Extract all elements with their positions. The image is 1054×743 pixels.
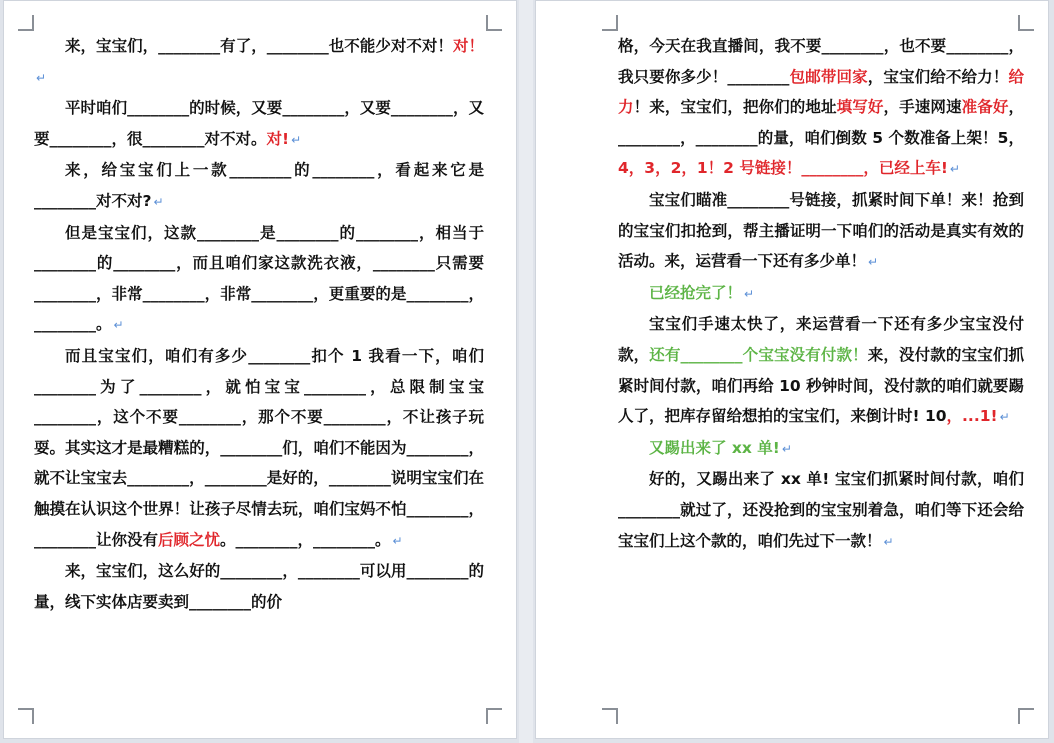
return-arrow-icon: ↵ bbox=[868, 255, 879, 270]
return-arrow-icon: ↵ bbox=[949, 162, 960, 177]
text-run: ，手速网速 bbox=[883, 98, 962, 117]
paragraph bbox=[34, 93, 484, 155]
text-run: 宝宝们瞄准________号链接，抓紧时间下单！来！抢到的宝宝们扣抢到，帮主播证明一下咱们的活动是真实有效的活动。来，运营看一下还有多少单！ bbox=[618, 190, 1024, 271]
crop-mark-top-right bbox=[486, 15, 502, 31]
paragraph bbox=[34, 218, 484, 341]
text-run: 来，没付款的宝宝们抓紧时间付款，咱们再给 10 秒钟时间，没付款的咱们就要踢人了，把库存留给想拍的宝宝们，来倒计时! 10 bbox=[618, 345, 1024, 426]
crop-mark-bottom-right bbox=[486, 708, 502, 724]
crop-mark-bottom-left bbox=[18, 708, 34, 724]
return-arrow-icon: ↵ bbox=[291, 132, 302, 147]
crop-mark-top-left bbox=[602, 15, 618, 31]
text-run: 准备好 bbox=[961, 98, 1009, 117]
paragraph bbox=[618, 278, 1024, 310]
paragraph bbox=[618, 309, 1024, 432]
document-page-left bbox=[3, 0, 517, 739]
return-arrow-icon: ↵ bbox=[113, 318, 124, 333]
crop-mark-bottom-left bbox=[602, 708, 618, 724]
text-run: 4，3，2，1！2 号链接！________，已经上车! bbox=[618, 159, 948, 178]
text-run: 来，宝宝们，________有了，________也不能少对不对！ bbox=[65, 37, 453, 55]
paragraph bbox=[34, 31, 484, 93]
crop-mark-top-right bbox=[1018, 15, 1034, 31]
text-run: 而且宝宝们，咱们有多少________扣个 1 我看一下，咱们________为了________，就怕宝宝________，总限制宝宝________，这个不要________，那个不要________，不让孩子玩耍。其实这才是最糟糕的，________们，咱们不能因为________，就不让宝宝去________，________是好的，________说明宝宝们在触摸在认识这个世界！让孩子尽情去玩，咱们宝妈不怕________，________让你没有 bbox=[34, 346, 484, 549]
paragraph bbox=[618, 31, 1024, 185]
text-run: 平时咱们________的时候，又要________，又要________，又要________，很________对不对。 bbox=[34, 99, 484, 148]
crop-mark-top-left bbox=[18, 15, 34, 31]
text-run: 填写好 bbox=[836, 98, 884, 117]
paragraph bbox=[618, 433, 1024, 465]
text-run: 格，今天在我直播间，我不要________，也不要________，我只要你多少！________ bbox=[618, 37, 1024, 86]
text-run: 好的，又踢出来了 xx 单! 宝宝们抓紧时间付款，咱们________就过了，还没抢到的宝宝别着急，咱们等下还会给宝宝们上这个款的，咱们先过下一款！ bbox=[618, 470, 1024, 550]
text-run: ，________，________的量，咱们倒数 5 个数准备上架！5， bbox=[618, 98, 1024, 147]
return-arrow-icon: ↵ bbox=[392, 533, 403, 548]
text-run: ，宝宝们给不给力！ bbox=[867, 67, 1009, 86]
paragraph bbox=[34, 155, 484, 217]
crop-mark-bottom-right bbox=[1018, 708, 1034, 724]
text-run: 包邮带回家 bbox=[789, 67, 868, 86]
text-run: 已经抢完了！ bbox=[649, 283, 743, 302]
text-run: 还有________个宝宝没有付款！ bbox=[649, 345, 868, 364]
text-run: 又踢出来了 xx 单! bbox=[649, 438, 780, 457]
text-run: ！来，宝宝们，把你们的地址 bbox=[633, 98, 837, 117]
return-arrow-icon: ↵ bbox=[744, 286, 755, 301]
return-arrow-icon: ↵ bbox=[883, 534, 894, 549]
paragraph bbox=[34, 341, 484, 556]
paragraph bbox=[618, 185, 1024, 278]
text-run: 来，给宝宝们上一款________的________，看起来它是________对不对? bbox=[34, 161, 484, 210]
paragraph bbox=[34, 556, 484, 617]
return-arrow-icon: ↵ bbox=[153, 194, 164, 209]
right-page-body[interactable] bbox=[618, 31, 1024, 557]
text-run: 给力 bbox=[618, 67, 1024, 117]
page-gap bbox=[519, 0, 533, 743]
text-run: 宝宝们手速太快了，来运营看一下还有多少宝宝没付款， bbox=[618, 315, 1024, 364]
text-run: ，...1! bbox=[946, 407, 998, 426]
left-page-body[interactable] bbox=[34, 31, 484, 617]
text-run: 对！ bbox=[452, 37, 484, 55]
text-run: 。________，________。 bbox=[220, 530, 391, 549]
document-page-right bbox=[535, 0, 1049, 739]
return-arrow-icon: ↵ bbox=[999, 410, 1010, 425]
text-run: 但是宝宝们，这款________是________的________，相当于________的________，而且咱们家这款洗衣液，________只需要________，非常________，非常________，更重要的是________，________。 bbox=[34, 223, 484, 334]
return-arrow-icon: ↵ bbox=[36, 70, 47, 85]
paragraph bbox=[618, 464, 1024, 557]
text-run: 来，宝宝们，这么好的________，________可以用________的量，线下实体店要卖到________的价 bbox=[34, 562, 484, 611]
return-arrow-icon: ↵ bbox=[781, 441, 792, 456]
text-run: 后顾之忧 bbox=[158, 530, 221, 549]
text-run: 对! bbox=[266, 129, 290, 148]
